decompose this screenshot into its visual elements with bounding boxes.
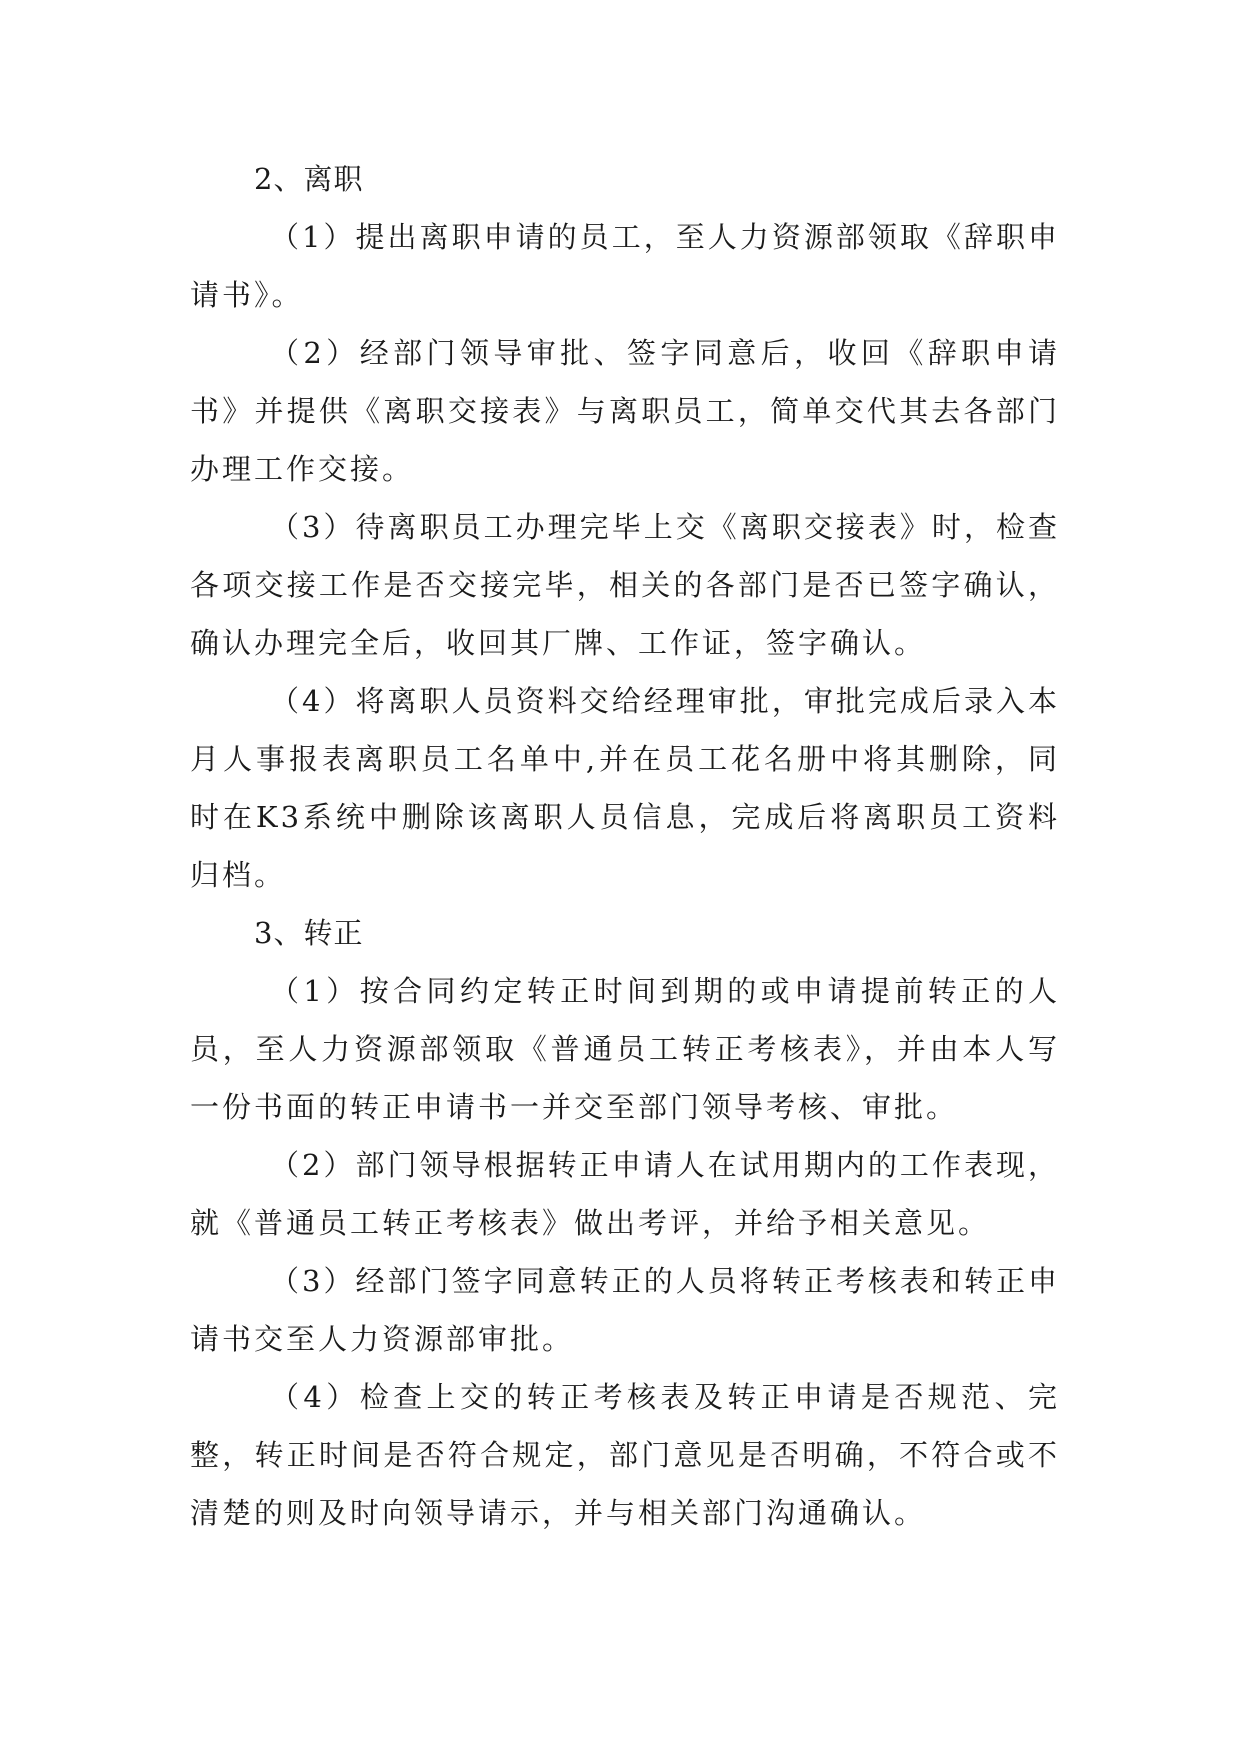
paragraph: （3）待离职员工办理完毕上交《离职交接表》时，检查各项交接工作是否交接完毕，相关的各部门是否已签字确认，确认办理完全后，收回其厂牌、工作证，签字确认。 (190, 510, 1060, 660)
paragraph: （1）提出离职申请的员工，至人力资源部领取《辞职申请书》。 (190, 220, 1060, 312)
section-heading-resignation: 2、离职 (254, 162, 364, 196)
section-heading-regularization: 3、转正 (254, 916, 364, 950)
paragraph: （1）按合同约定转正时间到期的或申请提前转正的人员，至人力资源部领取《普通员工转正考核表》，并由本人写一份书面的转正申请书一并交至部门领导考核、审批。 (190, 974, 1060, 1124)
paragraph: （4）检查上交的转正考核表及转正申请是否规范、完整，转正时间是否符合规定，部门意见是否明确，不符合或不清楚的则及时向领导请示，并与相关部门沟通确认。 (190, 1380, 1060, 1530)
paragraph: （2）经部门领导审批、签字同意后，收回《辞职申请书》并提供《离职交接表》与离职员工，简单交代其去各部门办理工作交接。 (190, 336, 1060, 486)
paragraph: （4）将离职人员资料交给经理审批，审批完成后录入本月人事报表离职员工名单中,并在员工花名册中将其删除，同时在K3系统中删除该离职人员信息，完成后将离职员工资料归档。 (190, 684, 1060, 892)
document-page (190, 150, 1060, 1542)
paragraph: （3）经部门签字同意转正的人员将转正考核表和转正申请书交至人力资源部审批。 (190, 1264, 1060, 1356)
paragraph: （2）部门领导根据转正申请人在试用期内的工作表现，就《普通员工转正考核表》做出考评，并给予相关意见。 (190, 1148, 1060, 1240)
